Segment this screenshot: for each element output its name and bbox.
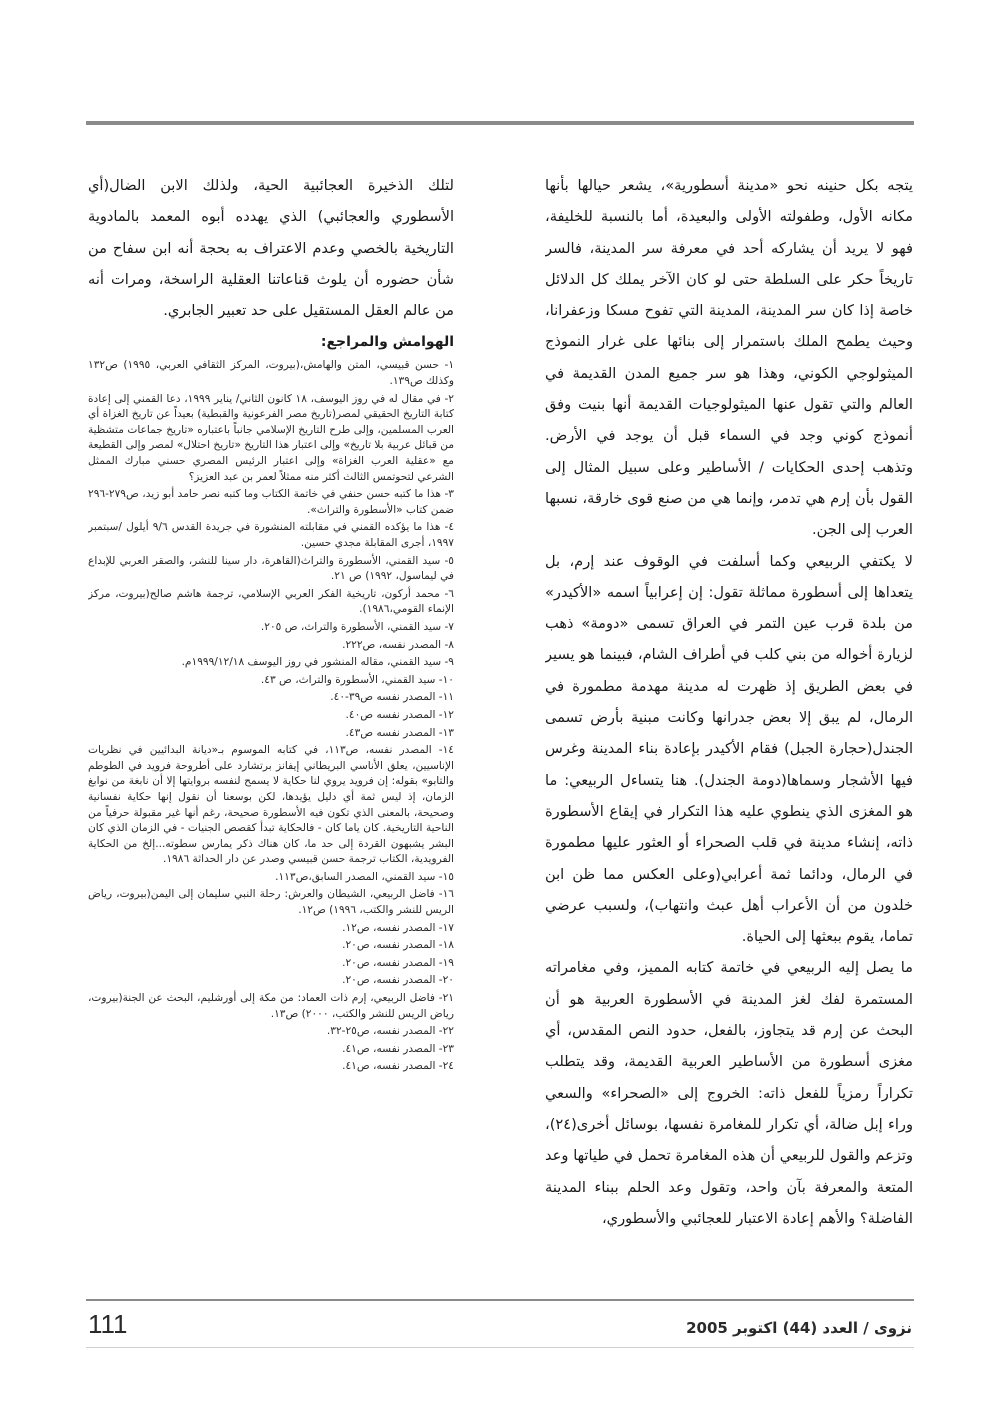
note-item: ٤- هذا ما يؤكده القمني في مقابلته المنشورة في جريدة القدس ٩/٦ أيلول /سبتمبر ١٩٩٧، أجرى المقابلة مجدي حسين. [88, 521, 454, 550]
note-item: ١٢- المصدر نفسه ص٤٠. [345, 708, 454, 721]
article-paragraph-3: ما يصل إليه الربيعي في خاتمة كتابه المميز، وفي مغامراته المستمرة لفك لغز المدينة في الأسطورة العربية هو أن البحث عن إرم قد يتجاوز، بالفعل، حدود النص المقدس، أي مغزى أسطورة من الأساطير العربية القديمة، وقد يتطلب تكراراً رمزياً للفعل ذاته: الخروج إلى «الصحراء» والسعي وراء إبل ضالة، أي تكرار للمغامرة نفسها، بوسائل أخرى(٢٤)، وتزعم والقول للربيعي أن هذه المغامرة تحمل في طياتها وعد المتعة والمعرفة بآن واحد، وتقول وعد الحلم ببناء المدينة الفاضلة؟ والأهم إعادة الاعتبار للعجائبي والأسطوري، [545, 959, 913, 1227]
note-item: ١٩- المصدر نفسه، ص٢٠. [342, 956, 454, 969]
note-item: ٣- هذا ما كتبه حسن حنفي في خاتمة الكتاب وما كتبه نصر حامد أبو زيد، ص٢٧٩-٢٩٦ ضمن كتاب «الأسطورة والتراث». [88, 488, 454, 516]
note-item: ٨- المصدر نفسه، ص٢٢٢. [342, 638, 454, 651]
note-item: ١٥- سيد القمني، المصدر السابق،ص١١٣. [275, 870, 454, 883]
note-item: ٧- سيد القمني، الأسطورة والتراث، ص ٢٠٥. [260, 620, 454, 633]
note-item: ٢٠- المصدر نفسه، ص٢٠. [342, 974, 454, 987]
note-item: ١٦- فاضل الربيعي، الشيطان والعرش: رحلة النبي سليمان إلى اليمن(بيروت، رياض الريس للنشر والكتب، ١٩٩٦) ص١٢. [88, 888, 454, 917]
note-item: ١٧- المصدر نفسه، ص١٢. [342, 921, 454, 934]
note-item: ٥- سيد القمني، الأسطورة والتراث(القاهرة، دار سينا للنشر، والصقر العربي للإبداع في ليماسول، ١٩٩٢) ص ٢١. [88, 554, 454, 583]
notes-list [88, 358, 454, 1075]
note-item: ٩- سيد القمني، مقاله المنشور في روز اليوسف ١٩٩٩/١٢/١٨م. [181, 656, 454, 669]
note-item: ٢١- فاضل الربيعي، إرم ذات العماد: من مكة إلى أورشليم، البحث عن الجنة(بيروت، رياض الريس للنشر والكتب، ٢٠٠٠) ص١٣. [88, 992, 454, 1020]
notes-heading: الهوامش والمراجع: [320, 334, 454, 351]
article-conclusion-paragraph: لتلك الذخيرة العجائبية الحية، ولذلك الابن الضال(أي الأسطوري والعجائبي) الذي يهدده أبوه المعمد بالمادوية التاريخية بالخصي وعدم الاعتراف به بحجة أنه ابن سفاح من شأن حضوره أن يلوث قناعاتنا العقلية الراسخة، ومرات أنه من عالم العقل المستقيل على حد تعبير الجابري. [88, 177, 454, 320]
article-paragraph-2: لا يكتفي الربيعي وكما أسلفت في الوقوف عند إرم، بل يتعداها إلى أسطورة مماثلة تقول: إن إعرابياً اسمه «الأكيدر» من بلدة قرب عين التمر في العراق تسمى «دومة» ذهب لزيارة أخواله من بني كلب في أطراف الشام، فبينما هو يسير في بعض الطريق إذ ظهرت له مدينة مهدمة مطمورة في الرمال، لم يبق إلا بعض جدرانها وكانت مبنية بأرض تسمى الجندل(حجارة الجبل) فقام الأكيدر بإعادة بناء المدينة وغرس فيها الأشجار وسماها(دومة الجندل). هنا يتساءل الربيعي: ما هو المغزى الذي ينطوي عليه هذا التكرار في إيقاع الأسطورة ذاته، إنشاء مدينة في قلب الصحراء أو العثور عليها مطمورة في الرمال، ودائما ثمة أعرابي(وعلى العكس مما ظن ابن خلدون من أن الأعراب أهل عبث وانتهاب)، ولسبب عرضي تماما، يقوم ببعثها إلى الحياة. [545, 552, 913, 946]
article-left-column [88, 170, 454, 1250]
note-item: ١٠- سيد القمني، الأسطورة والتراث، ص ٤٣. [260, 673, 454, 686]
article-right-column [545, 170, 913, 1250]
note-item: ٢- في مقال له في روز اليوسف، ١٨ كانون الثاني/ يناير ١٩٩٩، دعا القمني إلى إعادة كتابة التاريخ الحقيقي لمصر(تاريخ مصر الفرعونية والقبطية) بعيداً عن تاريخ الغزاة أي العرب المسلمين، وإلى طرح التاريخ الإسلامي جانباً باعتباره «تاريخ جماعات متشظية من قبائل عربية بلا تاريخ» وإلى اعتبار هذا التاريخ «تاريخ احتلال» لمصر وإلى القطيعة مع «عقلية العرب الغزاة» وإلى اعتبار الرئيس المصري حسني مبارك الممثل الشرعي لتحوتمس الثالث أكثر منه ممثلاً لعمر بن عبد العزيز؟ [88, 392, 454, 483]
top-rule [86, 121, 914, 125]
bottom-rule [86, 1299, 914, 1301]
bottom-thin-rule [86, 1347, 914, 1348]
page-number: 111 [88, 1309, 128, 1339]
note-item: ١٨- المصدر نفسه، ص٢٠. [342, 939, 454, 952]
note-item: ١٣- المصدر نفسه ص٤٣. [345, 726, 454, 739]
note-item: ١١- المصدر نفسه ص٣٩-٤٠. [330, 691, 454, 704]
note-item: ١- حسن قبيسي، المتن والهامش،(بيروت، المركز الثقافي العربي، ١٩٩٥) ص١٣٢ وكذلك ص١٣٩. [88, 359, 454, 388]
note-item: ٢٢- المصدر نفسه، ص٢٥-٣٢. [326, 1025, 454, 1038]
note-item: ٢٣- المصدر نفسه، ص٤١. [342, 1042, 454, 1055]
note-item: ٢٤- المصدر نفسه، ص٤١. [342, 1060, 454, 1073]
note-item: ١٤- المصدر نفسه، ص١١٣، في كتابه الموسوم بـ«ديانة البدائيين في نظريات الإناسيين، يعلق الأناسي البريطاني إيفانز برتشارد على أطروحة فرويد في الطوطم والتابو» بقوله: إن فرويد يروي لنا حكاية لا يسمح لنفسه بروايتها إلا أن نابغة من نوابغ الزمان، إذ ليس ثمة أي دليل يؤيدها، لكن بوسعنا أن نقول إنها حكاية نفسانية وصحيحة، بالمعنى الذي تكون فيه الأسطورة صحيحة، رغم أنها غير مقبولة حرفياً من الناحية التاريخية. كان ياما كان - فالحكاية تبدأ كقصص الجنيات - في الزمان الذي كان البشر يشبهون القردة إلى حد ما، كان هناك ذكر يمارس سطوته...إلخ من الحكاية الفرويدية، الكتاب ترجمة حسن قبيسي وصدر عن دار الحداثة ١٩٨٦. [88, 744, 454, 866]
article-paragraph-1: يتجه بكل حنينه نحو «مدينة أسطورية»، يشعر حيالها بأنها مكانه الأول، وطفولته الأولى والبعيدة، أما بالنسبة للخليفة، فهو لا يريد أن يشاركه أحد في معرفة سر المدينة، فالسر تاريخاً حكر على السلطة حتى لو كان الآخر يملك كل الدلائل خاصة إذا كان سر المدينة، المدينة التي تفوح مسكا وزعفرانا، وحيث يطمح الملك باستمرار إلى بنائها على غرار النموذج الميثولوجي الكوني، وهذا هو سر جميع المدن القديمة في العالم والتي تقول عنها الميثولوجيات القديمة أنها بنيت وفق أنموذج كوني وجد في السماء قبل أن يوجد في الأرض. وتذهب إحدى الحكايات / الأساطير وعلى سبيل المثال إلى القول بأن إرم هي تدمر، وإنما هي من صنع قوى خارقة، نسبها العرب إلى الجن. [545, 177, 913, 539]
note-item: ٦- محمد أركون، تاريخية الفكر العربي الإسلامي، ترجمة هاشم صالح(بيروت، مركز الإنماء القومي،١٩٨٦). [88, 587, 454, 616]
running-footer: نزوى / العدد (44) اكتوبر 2005 [686, 1319, 912, 1337]
